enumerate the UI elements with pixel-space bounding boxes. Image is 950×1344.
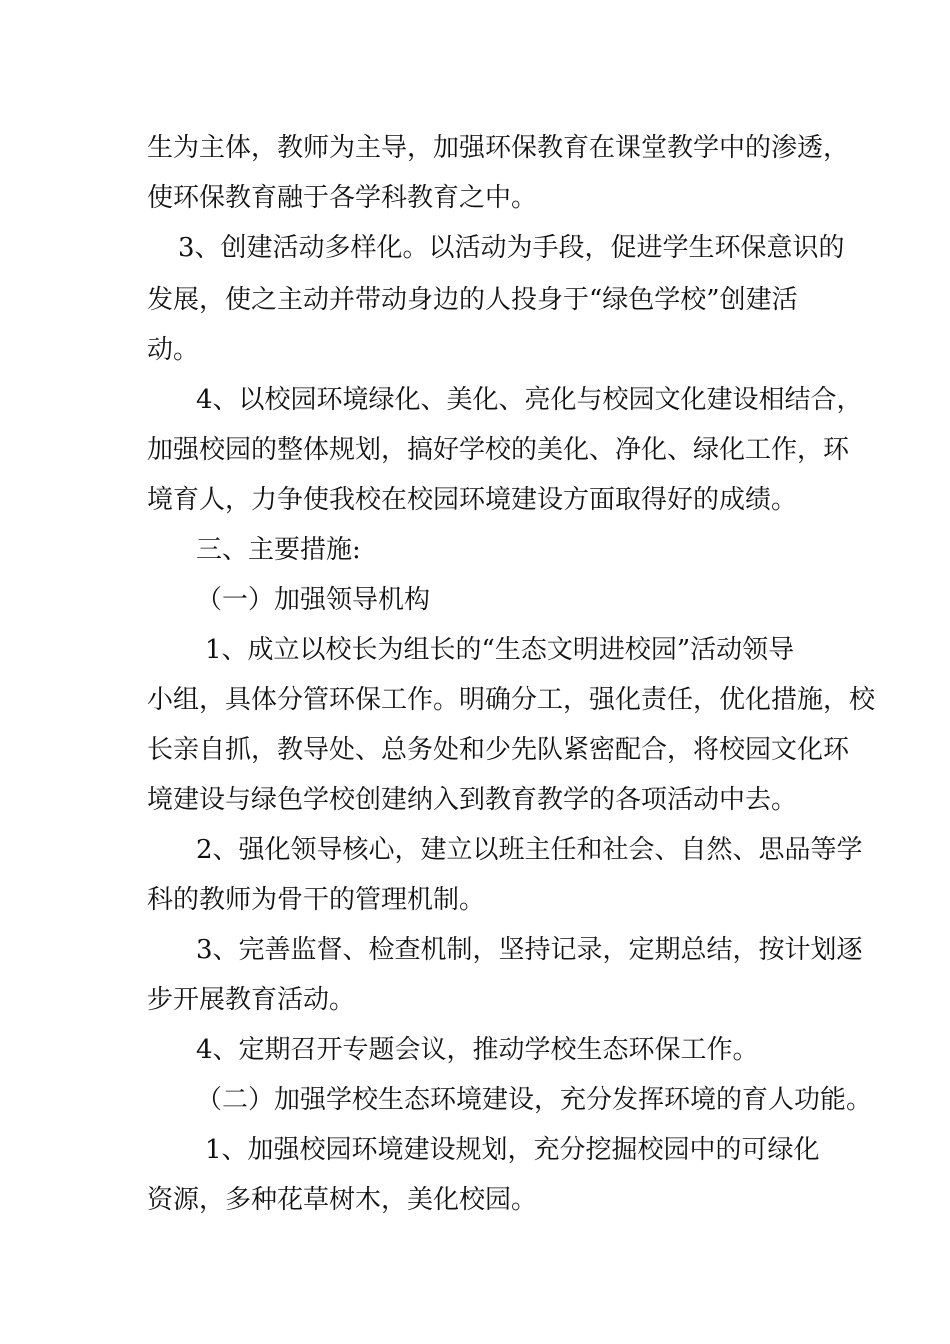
text-line: 发展，使之主动并带动身边的人投身于“绿色学校”创建活 <box>147 285 798 315</box>
text-line: 3、创建活动多样化。以活动为手段，促进学生环保意识的 <box>178 233 845 263</box>
text-line: 步开展教育活动。 <box>147 985 356 1015</box>
text-line: 小组，具体分管环保工作。明确分工，强化责任，优化措施，校 <box>147 685 876 715</box>
text-line: 加强校园的整体规划，搞好学校的美化、净化、绿化工作，环 <box>147 435 850 465</box>
text-line: 科的教师为骨干的管理机制。 <box>147 885 486 915</box>
text-line: 1、加强校园环境建设规划，充分挖掘校园中的可绿化 <box>205 1135 820 1165</box>
section-heading: 三、主要措施: <box>196 535 361 565</box>
text-line: 资源，多种花草树木，美化校园。 <box>147 1185 538 1215</box>
text-line: 境育人，力争使我校在校园环境建设方面取得好的成绩。 <box>147 485 798 515</box>
text-line: 动。 <box>147 335 200 365</box>
subsection-heading: （一）加强领导机构 <box>196 585 431 615</box>
text-line: 1、成立以校长为组长的“生态文明进校园”活动领导 <box>205 635 795 665</box>
text-line: 2、强化领导核心，建立以班主任和社会、自然、思品等学 <box>196 835 863 865</box>
text-line: 3、完善监督、检查机制，坚持记录，定期总结，按计划逐 <box>196 935 863 965</box>
subsection-heading: （二）加强学校生态环境建设，充分发挥环境的育人功能。 <box>196 1085 873 1115</box>
text-line: 生为主体，教师为主导，加强环保教育在课堂教学中的渗透， <box>147 133 850 163</box>
text-line: 长亲自抓，教导处、总务处和少先队紧密配合，将校园文化环 <box>147 735 850 765</box>
text-line: 使环保教育融于各学科教育之中。 <box>147 183 538 213</box>
text-line: 境建设与绿色学校创建纳入到教育教学的各项活动中去。 <box>147 785 798 815</box>
text-line: 4、以校园环境绿化、美化、亮化与校园文化建设相结合， <box>196 385 863 415</box>
text-line: 4、定期召开专题会议，推动学校生态环保工作。 <box>196 1035 759 1065</box>
